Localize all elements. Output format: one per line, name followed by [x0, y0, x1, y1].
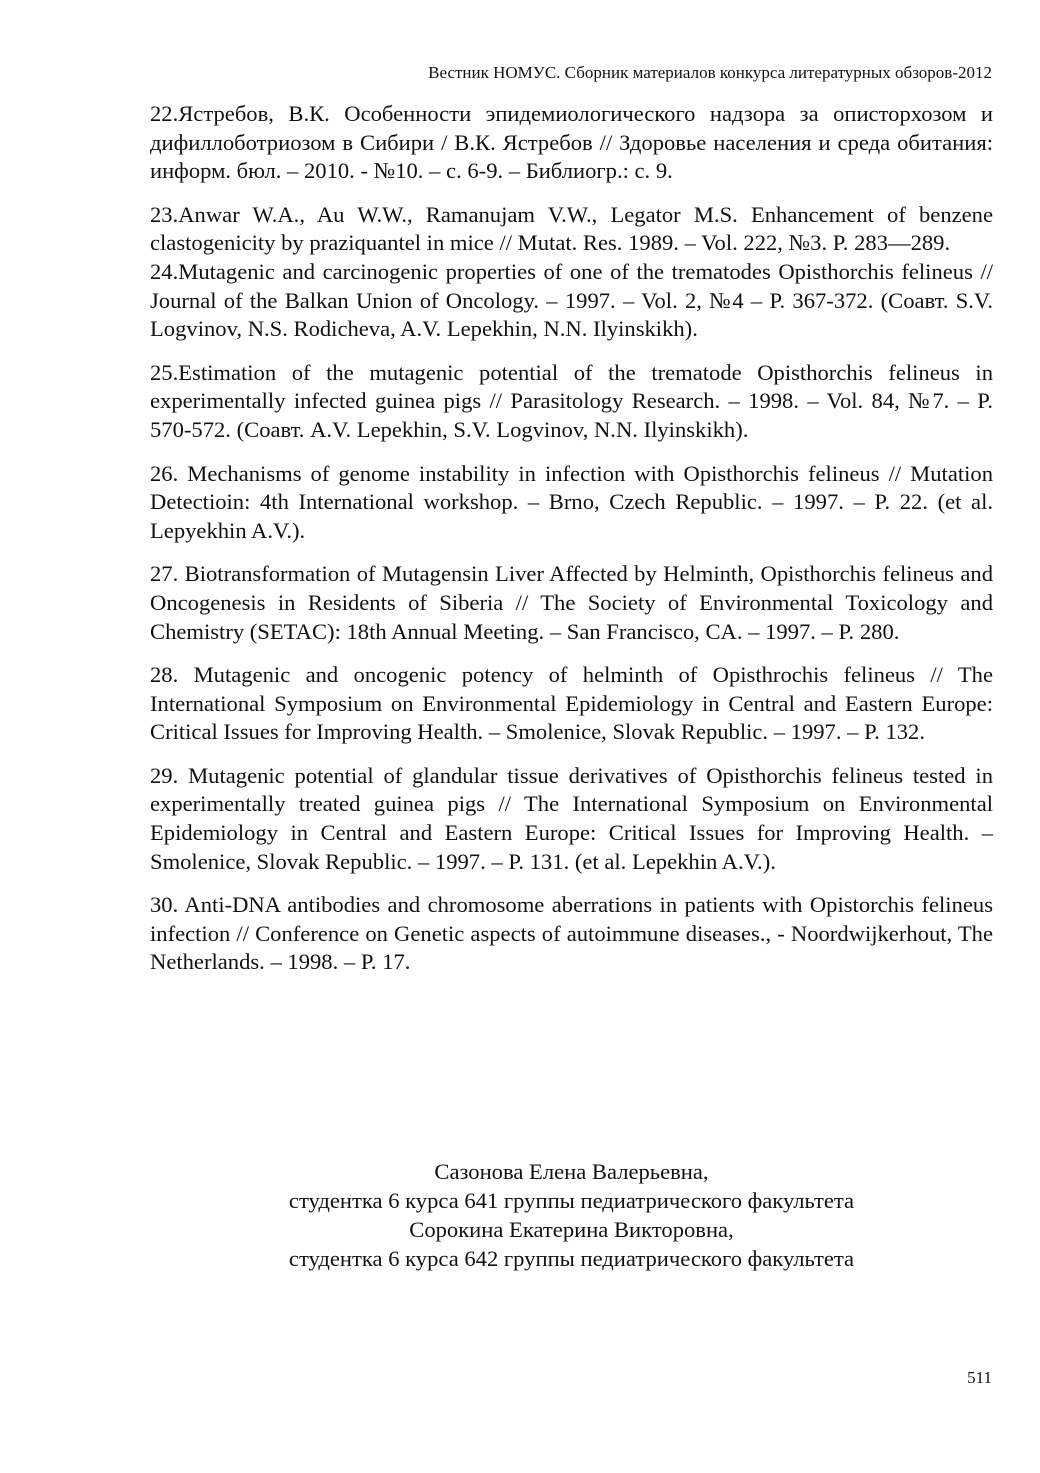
reference-item-23: 23.Anwar W.A., Au W.W., Ramanujam V.W., Legator M.S. Enhancement of benzene clastogenicity by praziquantel in mice // Mutat. Res. 1989. – Vol. 222, №3. P. 283—289.	[150, 201, 993, 256]
reference-item-27: 27. Biotransformation of Mutagensin Liver Affected by Helminth, Opisthorchis felineus and Oncogenesis in Residents of Siberia // The Society of Environmental Toxicology and Chemistry (SETAC): 18th Annual Meeting. – San Francisco, CA. – 1997. – P. 280.	[150, 561, 993, 644]
page-number: 511	[967, 1368, 992, 1387]
reference-list	[150, 100, 993, 977]
reference-item-26: 26. Mechanisms of genome instability in infection with Opisthorchis felineus // Mutation Detectioin: 4th International workshop. – Brno, Czech Republic. – 1997. – P. 22. (et al. Lepyekhin A.V.).	[150, 460, 993, 543]
author-name-2: Сорокина Екатерина Викторовна,	[409, 1217, 734, 1242]
reference-item-30: 30. Anti-DNA antibodies and chromosome aberrations in patients with Opistorchis felineus infection // Conference on Genetic aspects of autoimmune diseases., - Noordwijkerhout, The Netherlands. – 1998. – P. 17.	[150, 892, 993, 975]
running-header: Вестник НОМУС. Сборник материалов конкурса литературных обзоров-2012	[428, 63, 992, 82]
reference-item-29: 29. Mutagenic potential of glandular tissue derivatives of Opisthorchis felineus tested in experimentally treated guinea pigs // The International Symposium on Environmental Epidemiology in Central and Eastern Europe: Critical Issues for Improving Health. – Smolenice, Slovak Republic. – 1997. – P. 131. (et al. Lepekhin A.V.).	[150, 762, 993, 874]
reference-item-24: 24.Mutagenic and carcinogenic properties of one of the trematodes Opisthorchis felineus // Journal of the Balkan Union of Oncology. – 1997. – Vol. 2, №4 – P. 367-372. (Соавт. S.V. Logvinov, N.S. Rodicheva, A.V. Lepekhin, N.N. Ilyinskikh).	[150, 258, 993, 342]
author-name-1: Сазонова Елена Валерьевна,	[434, 1159, 709, 1184]
author-affiliation-1: студентка 6 курса 641 группы педиатрического факультета	[288, 1188, 855, 1213]
reference-item-28: 28. Mutagenic and oncogenic potency of helminth of Opisthrochis felineus // The International Symposium on Environmental Epidemiology in Central and Eastern Europe: Critical Issues for Improving Health. – Smolenice, Slovak Republic. – 1997. – P. 132.	[150, 662, 993, 745]
reference-item-25: 25.Estimation of the mutagenic potential of the trematode Opisthorchis felineus in experimentally infected guinea pigs // Parasitology Research. – 1998. – Vol. 84, №7. – P. 570-572. (Соавт. A.V. Lepekhin, S.V. Logvinov, N.N. Ilyinskikh).	[150, 359, 993, 442]
author-affiliation-2: студентка 6 курса 642 группы педиатрического факультета	[288, 1246, 855, 1271]
reference-item-22: 22.Ястребов, В.К. Особенности эпидемиологического надзора за описторхозом и дифиллоботриозом в Сибири / В.К. Ястребов // Здоровье населения и среда обитания: информ. бюл. – 2010. - №10. – с. 6-9. – Библиогр.: с. 9.	[150, 101, 993, 184]
author-block	[150, 1157, 993, 1273]
